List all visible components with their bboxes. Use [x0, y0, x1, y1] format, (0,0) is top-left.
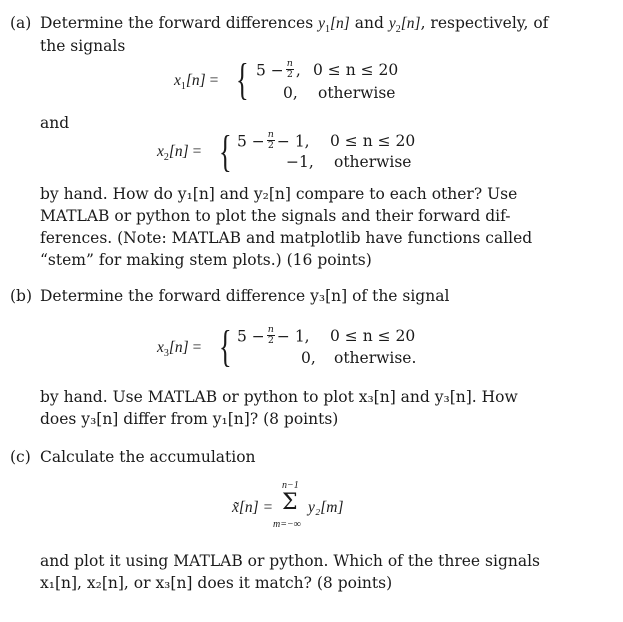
x3-brace: { [219, 322, 232, 371]
x1-case2-expr: 0, [283, 84, 298, 102]
accum-upper-limit: n−1 [282, 480, 299, 491]
part-a-para-2: MATLAB or python to plot the signals and their forward dif- [40, 207, 511, 225]
y2-symbol: $y_2[n]$ [388, 15, 421, 36]
x2-case1-cond: 0 ≤ n ≤ 20 [330, 132, 416, 150]
x3-frac: $\frac{n}{2}$ [267, 324, 274, 346]
part-a-para-3: ferences. (Note: MATLAB and matplotlib have functions called [40, 229, 533, 247]
part-a-para-1: by hand. How do y₁[n] and y₂[n] compare to each other? Use [40, 185, 518, 203]
part-b-para-2: does y₃[n] differ from y₁[n]? (8 points) [40, 410, 339, 428]
x3-case2-cond: otherwise. [334, 349, 417, 367]
accum-lhs: x̃[n] = [232, 499, 274, 516]
x1-frac: $\frac{n}{2}$ [286, 58, 293, 80]
x3-case1: 5 − $\frac{n}{2}$ − 1, [237, 324, 310, 346]
x1-lhs: $x_1[n]$ = [174, 72, 219, 93]
x2-brace: { [219, 127, 232, 176]
x2-frac: $\frac{n}{2}$ [267, 129, 274, 151]
x2-lhs: $x_2[n]$ = [157, 143, 202, 164]
part-c-label: (c) [10, 448, 31, 466]
x2-case2-expr: −1, [286, 153, 314, 171]
x1-case1: 5 − $\frac{n}{2}$ , [256, 58, 301, 80]
part-b-label: (b) [10, 287, 33, 305]
x2-case2-cond: otherwise [334, 153, 412, 171]
part-a-line1-end: , respectively, of [420, 14, 549, 32]
part-b-line1: Determine the forward difference y₃[n] of the signal [40, 287, 450, 305]
part-a-line2: the signals [40, 37, 126, 55]
part-c-line1: Calculate the accumulation [40, 448, 256, 466]
x2-case1: 5 − $\frac{n}{2}$ − 1, [237, 129, 310, 151]
x1-case2-cond: otherwise [318, 84, 396, 102]
part-c-para-2: x₁[n], x₂[n], or x₃[n] does it match? (8 points) [40, 574, 393, 592]
part-a-line1 [40, 14, 548, 35]
x3-lhs: $x_3[n]$ = [157, 339, 202, 360]
x3-case2-expr: 0, [301, 349, 316, 367]
part-a-line1-text: Determine the forward differences [40, 14, 314, 32]
part-a-para-4: “stem” for making stem plots.) (16 points) [40, 251, 372, 269]
x3-case1-cond: 0 ≤ n ≤ 20 [330, 327, 416, 345]
part-a-and: and [354, 14, 384, 32]
part-b-para-1: by hand. Use MATLAB or python to plot x₃[n] and y₃[n]. How [40, 388, 518, 406]
part-c-para-1: and plot it using MATLAB or python. Which of the three signals [40, 552, 540, 570]
y1-symbol: $y_1[n]$ [318, 15, 350, 36]
sigma-icon: Σ [282, 490, 298, 515]
part-a-label: (a) [10, 14, 32, 32]
and-word: and [40, 114, 70, 132]
x1-case1-cond: 0 ≤ n ≤ 20 [313, 61, 399, 79]
accum-term: y₂[m] [308, 499, 344, 516]
accum-lower-limit: m=−∞ [273, 519, 301, 530]
x1-brace: { [236, 55, 249, 104]
